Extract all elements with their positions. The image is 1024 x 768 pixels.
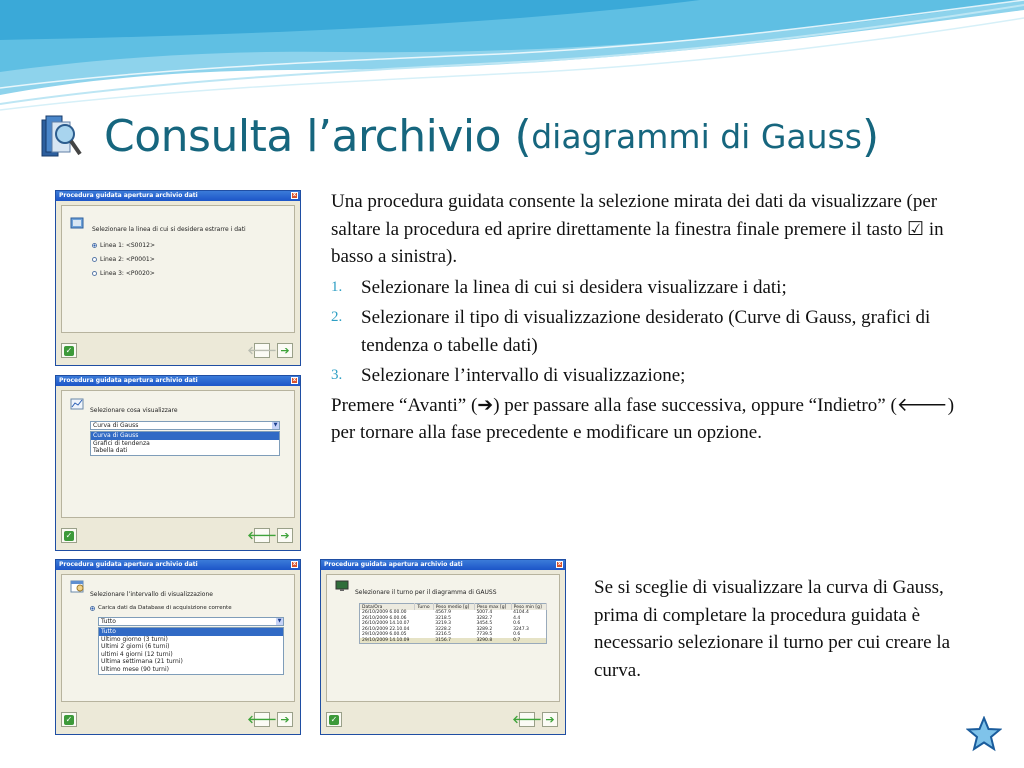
list-item[interactable]: Tabella dati [93,447,128,454]
wizard-prompt: Selezionare il turno per il diagramma di GAUSS [355,589,497,596]
title-sub: diagrammi di Gauss [531,116,862,156]
wizard-prompt: Selezionare cosa visualizzare [90,407,178,414]
window-titlebar [56,376,300,386]
check-icon: ✓ [65,530,73,540]
wizard-screenshot-line [55,190,301,366]
view-type-select[interactable]: Curva di Gauss ▼ [90,421,280,430]
check-icon: ✓ [65,714,73,724]
finish-button[interactable] [326,712,342,727]
check-icon: ✓ [65,345,73,355]
list-item [331,362,961,390]
window-titlebar [56,560,300,570]
close-icon[interactable]: x [292,561,297,567]
next-button[interactable] [277,712,293,727]
next-arrow-icon: ➔ [280,713,290,726]
instructions-text [331,188,961,447]
archive-icon [70,216,84,230]
wizard-screenshot-interval [55,559,301,735]
step-number: 3. [331,367,343,383]
list-item[interactable]: Ultima settimana (21 turni) [101,658,183,665]
radio-icon [92,271,97,276]
monitor-icon [335,579,349,593]
step-text: Selezionare il tipo di visualizzazione desiderato (Curve di Gauss, grafici di tendenza o tabelle dati) [361,307,931,356]
table-row[interactable]: 26/10/2009 22.10.04 3228.2 3289.2 3247.3 [362,626,529,632]
window-titlebar [56,191,300,201]
star-icon[interactable] [966,716,1002,752]
back-arrow-icon: 🡐 [247,529,277,542]
column-header: Peso medio [g] [433,604,474,611]
next-button[interactable] [277,343,293,358]
finish-button[interactable] [61,712,77,727]
wizard-screenshot-shift [320,559,566,735]
gauss-note-paragraph: Se si sceglie di visualizzare la curva di Gauss, prima di completare la procedura guidata è necessario selezionare il turno per cui creare la curva. [594,577,951,681]
gauss-note-text [594,574,974,684]
wizard-panel [326,574,560,702]
line-option[interactable]: Linea 1: <S0012> [92,242,155,249]
steps-list [331,274,961,390]
table-row[interactable]: 26/10/2009 14.10.07 3219.3 3454.5 0.6 [362,621,521,627]
list-item[interactable]: Curva di Gauss [91,432,279,440]
next-button[interactable] [542,712,558,727]
table-row[interactable]: 29/10/2009 14.10.09 3156.7 3290.8 0.7 [360,638,547,644]
next-arrow-icon: ➔ [280,344,290,357]
column-header: Data/Ora [360,604,415,611]
back-button[interactable] [247,528,277,543]
finish-button[interactable] [61,528,77,543]
check-icon: ✓ [330,714,338,724]
column-header: Peso max [g] [474,604,511,611]
title-main: Consulta l’archivio ( [104,110,532,162]
list-item[interactable]: Ultimo giorno (3 turni) [101,635,168,643]
list-item[interactable]: Grafici di tendenza [93,439,150,447]
table-row[interactable]: 26/10/2009 6.00.00 4567.9 5007.4 4104.4 [362,610,529,616]
interval-select[interactable]: Tutto ▼ [98,617,284,626]
next-arrow-icon: ➔ [280,529,290,542]
step-text: Selezionare la linea di cui si desidera visualizzare i dati; [361,276,787,298]
close-icon[interactable]: x [557,561,562,567]
window-title: Procedura guidata apertura archivio dati [59,561,198,568]
slide-title [40,106,879,166]
list-item[interactable]: ultimi 4 giorni (12 turni) [101,650,173,658]
wizard-prompt: Selezionare l’intervallo di visualizzazione [90,591,213,598]
list-item [331,274,961,302]
step-number: 1. [331,278,343,295]
line-option[interactable]: Linea 3: <P0020> [92,270,155,277]
table-row[interactable]: 29/10/2009 6.00.05 3216.5 7739.5 0.6 [362,632,521,638]
wizard-prompt: Selezionare la linea di cui si desidera estrarre i dati [92,226,246,233]
view-type-list[interactable] [90,431,280,456]
outro-paragraph: Premere “Avanti” (➔) per passare alla fase successiva, oppure “Indietro” (🡐) per tornare alla fase precedente e modificare un opzione. [331,394,955,443]
list-item [331,304,961,359]
list-item[interactable]: Ultimo mese (90 turni) [101,665,169,673]
radio-icon [92,257,97,262]
header-wave-decoration [0,0,1024,120]
back-arrow-icon: 🡐 [247,344,277,357]
column-header: Peso min [g] [511,604,546,611]
shift-table[interactable] [359,603,547,644]
step-number: 2. [331,309,343,325]
chevron-down-icon: ▼ [273,422,278,428]
list-item[interactable]: Tutto [99,628,283,636]
window-title: Procedura guidata apertura archivio dati [59,377,198,384]
wizard-panel [61,390,295,518]
archive-magnifier-icon [40,112,84,160]
back-arrow-icon: 🡐 [247,713,277,726]
wizard-panel [61,205,295,333]
wizard-panel [61,574,295,702]
chart-icon [70,397,84,411]
back-button[interactable] [512,712,542,727]
radio-selected-icon [90,606,95,611]
calendar-icon [70,579,84,593]
list-item[interactable]: Ultimi 2 giorni (6 turni) [101,643,170,650]
window-title: Procedura guidata apertura archivio dati [324,561,463,568]
window-titlebar [321,560,565,570]
table-row[interactable]: 26/10/2009 6.00.06 3218.5 3282.7 4.4 [362,615,521,621]
column-header: Turno [415,604,433,611]
next-button[interactable] [277,528,293,543]
line-option[interactable]: Linea 2: <P0001> [92,256,155,263]
window-title: Procedura guidata apertura archivio dati [59,192,198,199]
close-icon[interactable]: x [292,192,297,198]
next-arrow-icon: ➔ [545,713,555,726]
title-close-paren: ) [861,110,880,162]
close-icon[interactable]: x [292,377,297,383]
finish-button[interactable] [61,343,77,358]
back-button[interactable] [247,343,277,358]
interval-list[interactable] [98,627,284,675]
intro-paragraph: Una procedura guidata consente la selezione mirata dei dati da visualizzare (per saltare la procedura ed aprire direttamente la finestra finale premere il tasto ☑ in basso a sinistra). [331,191,944,267]
radio-selected-icon [92,243,97,248]
step-text: Selezionare l’intervallo di visualizzazione; [361,365,686,386]
database-radio[interactable]: Carica dati da Database di acquisizione corrente [90,605,232,611]
back-button[interactable] [247,712,277,727]
chevron-down-icon: ▼ [277,618,282,624]
wizard-screenshot-type [55,375,301,551]
back-arrow-icon: 🡐 [512,713,542,726]
